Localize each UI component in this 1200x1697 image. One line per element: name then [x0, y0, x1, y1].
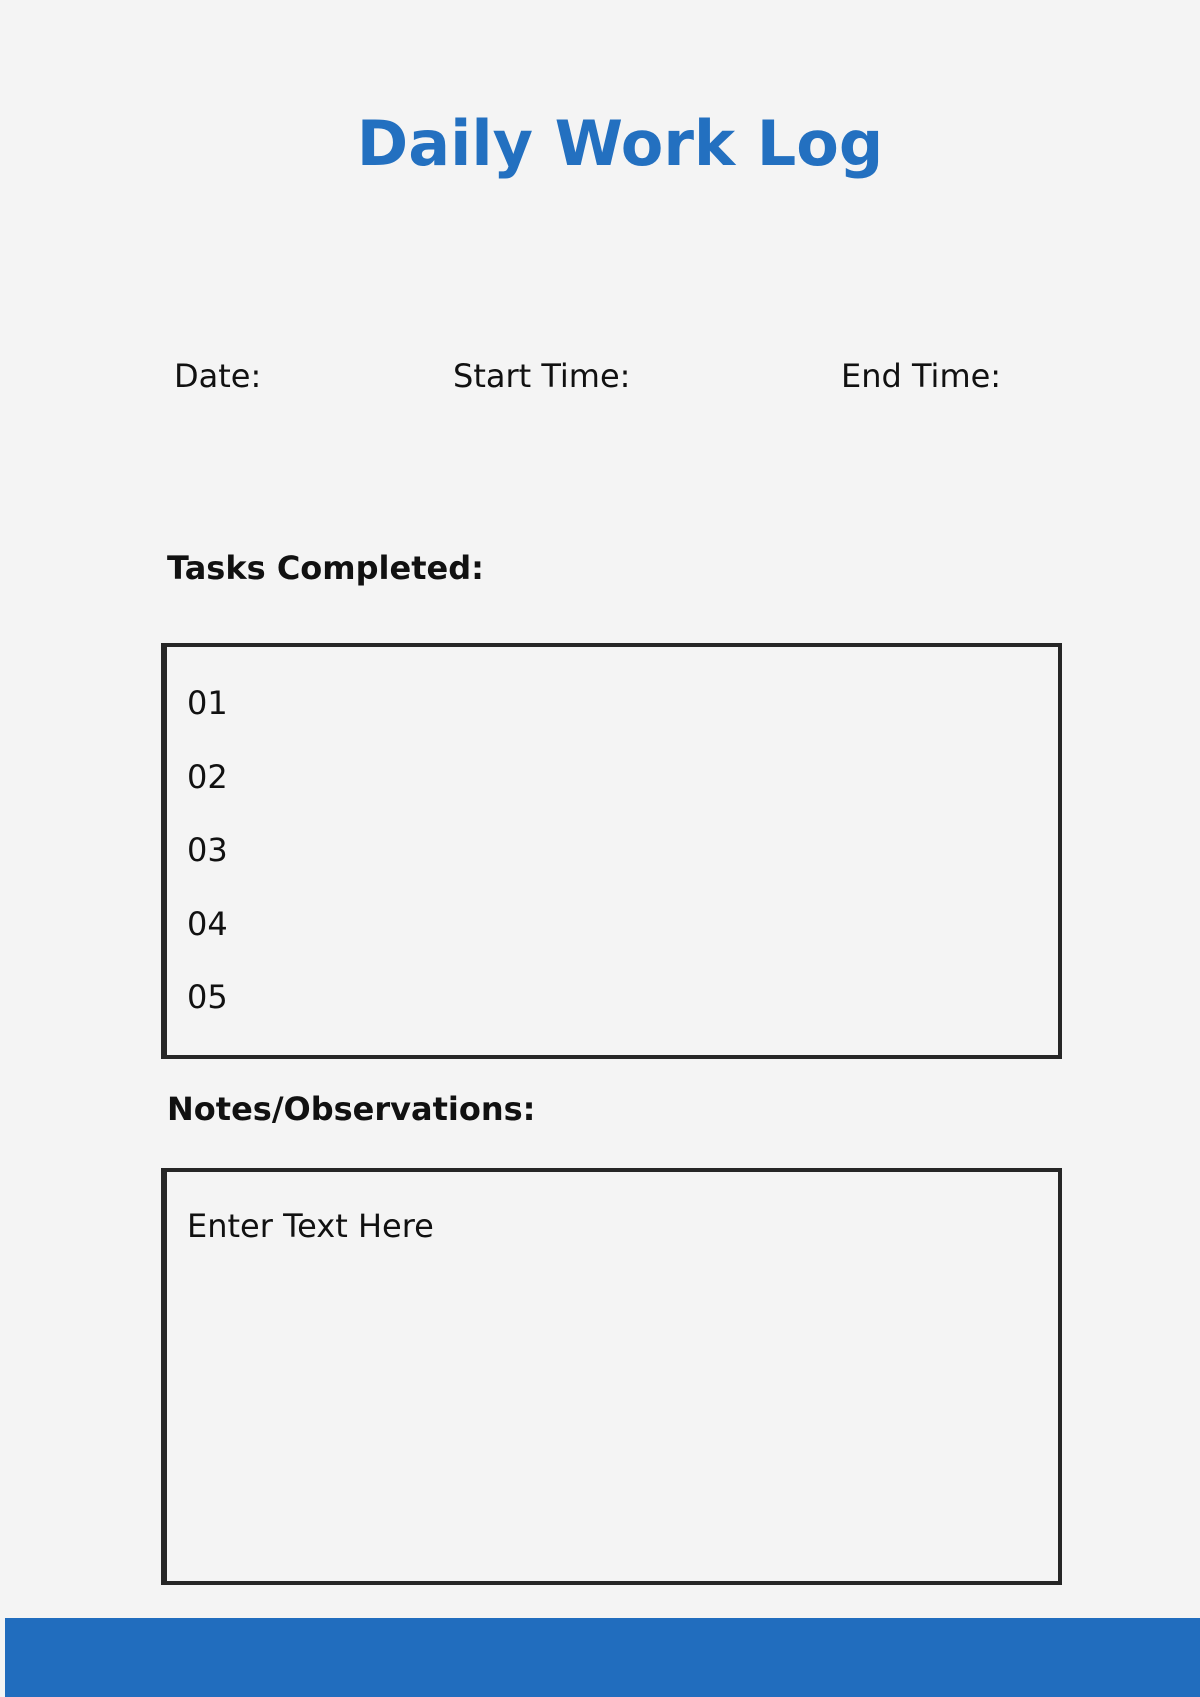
notes-box[interactable] [161, 1168, 1062, 1585]
task-item-05[interactable]: 05 [187, 978, 228, 1016]
end-time-label: End Time: [841, 357, 1002, 395]
task-item-03[interactable]: 03 [187, 831, 228, 869]
date-label: Date: [174, 357, 262, 395]
task-list [167, 647, 1058, 1017]
task-item-04[interactable]: 04 [187, 904, 228, 943]
page-title: Daily Work Log [356, 107, 884, 180]
notes-text-field[interactable]: Enter Text Here [187, 1207, 434, 1245]
tasks-completed-heading: Tasks Completed: [167, 549, 484, 587]
footer-bar [5, 1618, 1200, 1697]
start-time-label: Start Time: [453, 357, 631, 395]
notes-observations-heading: Notes/Observations: [167, 1090, 536, 1128]
task-item-01[interactable]: 01 [187, 684, 228, 722]
tasks-box[interactable] [161, 643, 1062, 1059]
task-item-02[interactable]: 02 [187, 757, 228, 796]
